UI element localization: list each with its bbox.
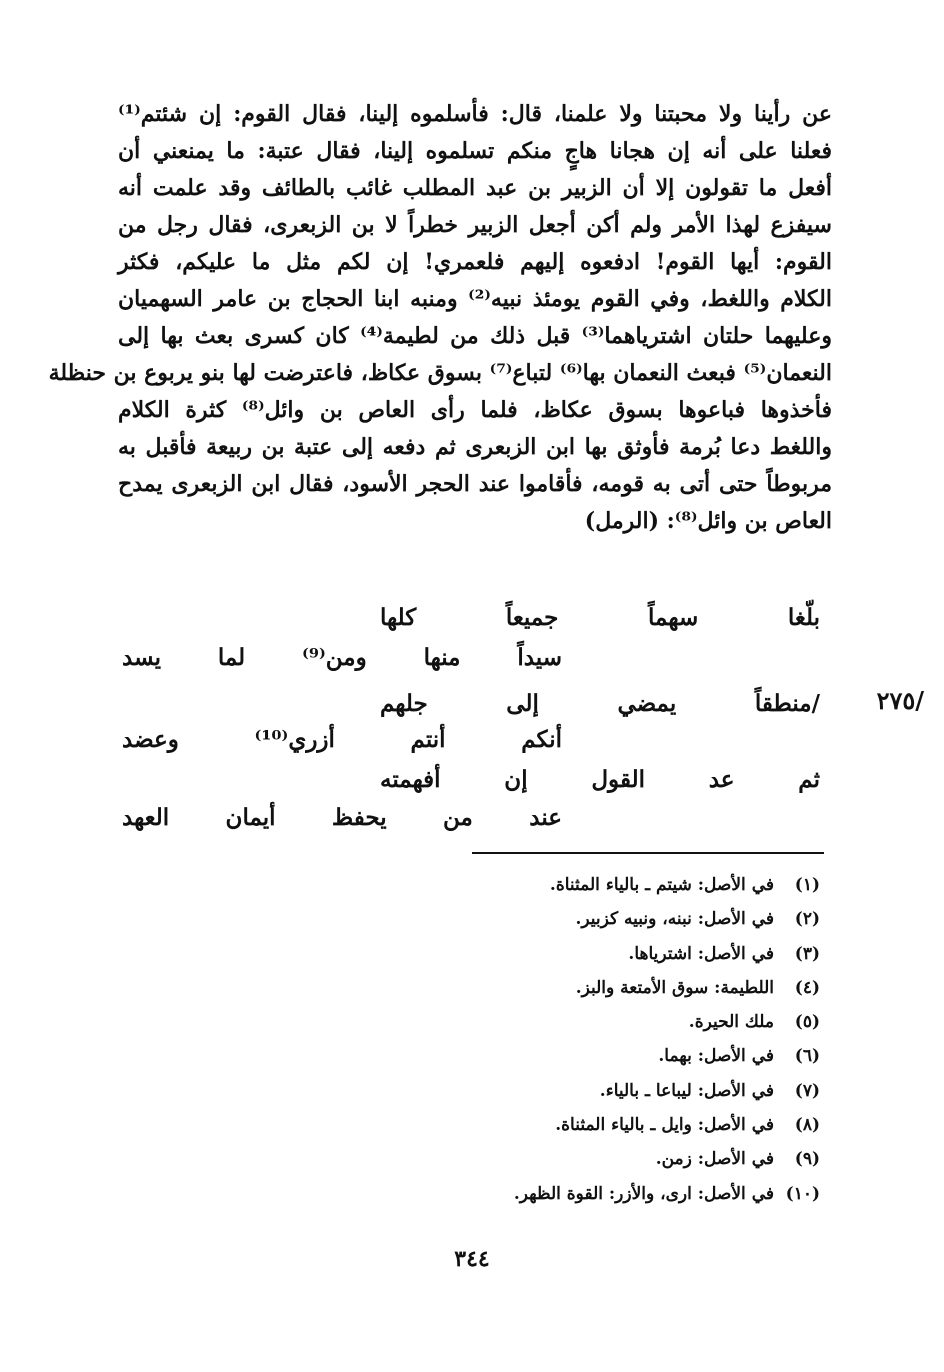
footnote-number: (٢) bbox=[794, 909, 820, 930]
footnote bbox=[300, 1039, 820, 1073]
footnote-number: (٩) bbox=[794, 1149, 820, 1170]
footnote-number: (٤) bbox=[794, 977, 820, 998]
verse-hemistich: عند من يحفظ أيمان العهد bbox=[122, 804, 562, 831]
footnote-number: (٣) bbox=[794, 943, 820, 964]
footnote bbox=[300, 1108, 820, 1142]
verse-hemistich: سيداً منها ومن⁽⁹⁾ لما يسد bbox=[122, 644, 562, 671]
footnote-number: (٧) bbox=[794, 1080, 820, 1101]
footnote bbox=[300, 937, 820, 971]
verse-hemistich: ثم عد القول إن أفهمته bbox=[380, 766, 820, 793]
footnote-number: (١) bbox=[794, 875, 820, 895]
footnote-number: (١٠) bbox=[785, 1183, 820, 1204]
footnote bbox=[300, 868, 820, 902]
footnote-text: في الأصل: بهما. bbox=[658, 1046, 774, 1067]
verse-hemistich: أنكم أنتم أزري⁽¹⁰⁾ وعضد bbox=[122, 726, 562, 753]
text-line: العاص بن وائل⁽⁸⁾: (الرمل) bbox=[584, 508, 832, 534]
footnotes bbox=[300, 868, 820, 1211]
verse-hemistich: بلّغا سهماً جميعاً كلها bbox=[380, 604, 820, 631]
marginal-page-marker: /٢٧٥ bbox=[876, 686, 924, 715]
footnote-text: في الأصل: شيتم ـ بالياء المثناة. bbox=[549, 875, 774, 895]
page-number: ٣٤٤ bbox=[454, 1246, 490, 1272]
footnote-divider bbox=[472, 852, 824, 854]
footnote-text: ملك الحيرة. bbox=[688, 1012, 774, 1033]
text-line: وعليهما حلتان اشترياهما⁽³⁾ قبل ذلك من لطيمة⁽⁴⁾ كان كسرى بعث بها إلى bbox=[118, 323, 832, 349]
footnote-text: في الأصل: ليباعا ـ بالياء. bbox=[599, 1080, 774, 1101]
footnote bbox=[300, 971, 820, 1005]
main-text bbox=[48, 96, 832, 540]
footnote-text: في الأصل: اشترياها. bbox=[628, 943, 774, 964]
text-line: النعمان⁽⁵⁾ فبعث النعمان بها⁽⁶⁾ لتباع⁽⁷⁾ بسوق عكاظ، فاعترضت لها بنو يربوع بن حنظلة bbox=[48, 360, 832, 386]
footnote-text: في الأصل: نبنه، ونبيه كزبير. bbox=[575, 909, 774, 930]
text-line: القوم: أيها القوم! ادفعوه إليهم فلعمري! إن لكم مثل ما عليكم، فكثر bbox=[118, 249, 832, 275]
footnote bbox=[300, 1074, 820, 1108]
footnote-text: في الأصل: زمن. bbox=[655, 1149, 774, 1170]
text-line: سيفزع لهذا الأمر ولم أكن أجعل الزبير خطراً لا بن الزبعرى، فقال رجل من bbox=[118, 212, 832, 238]
text-line: عن رأينا ولا محبتنا ولا علمنا، قال: فأسلموه إلينا، فقال القوم: إن شئتم⁽¹⁾ bbox=[118, 101, 832, 127]
footnote bbox=[300, 1005, 820, 1039]
footnote bbox=[300, 1142, 820, 1176]
text-line: مربوطاً حتى أتى به قومه، فأقاموا عند الحجر الأسود، فقال ابن الزبعرى يمدح bbox=[118, 471, 832, 497]
footnote-text: اللطيمة: سوق الأمتعة والبز. bbox=[575, 977, 774, 998]
footnote-text: في الأصل: ارى، والأزر: القوة الظهر. bbox=[513, 1183, 774, 1204]
footnote-text: في الأصل: وايل ـ بالياء المثناة. bbox=[555, 1115, 774, 1136]
footnote bbox=[300, 1177, 820, 1211]
footnote-number: (٥) bbox=[794, 1012, 820, 1033]
text-line: أفعل ما تقولون إلا أن الزبير بن عبد المطلب غائب بالطائف وقد علمت أنه bbox=[118, 175, 832, 201]
footnote bbox=[300, 902, 820, 936]
text-line: الكلام واللغط، وفي القوم يومئذ نبيه⁽²⁾ ومنبه ابنا الحجاج بن عامر السهميان bbox=[118, 286, 832, 312]
footnote-number: (٦) bbox=[794, 1046, 820, 1067]
text-line: فأخذوها فباعوها بسوق عكاظ، فلما رأى العاص بن وائل⁽⁸⁾ كثرة الكلام bbox=[118, 397, 832, 423]
text-line: واللغط دعا بُرمة فأوثق بها ابن الزبعرى ثم دفعه إلى عتبة بن ربيعة فأقبل به bbox=[118, 434, 832, 460]
footnote-number: (٨) bbox=[794, 1115, 820, 1136]
text-line: فعلنا على أنه إن هجانا هاجٍ منكم تسلموه إلينا، فقال عتبة: ما يمنعني أن bbox=[118, 138, 832, 164]
verse-hemistich: /منطقاً يمضي إلى جلهم bbox=[380, 690, 820, 717]
